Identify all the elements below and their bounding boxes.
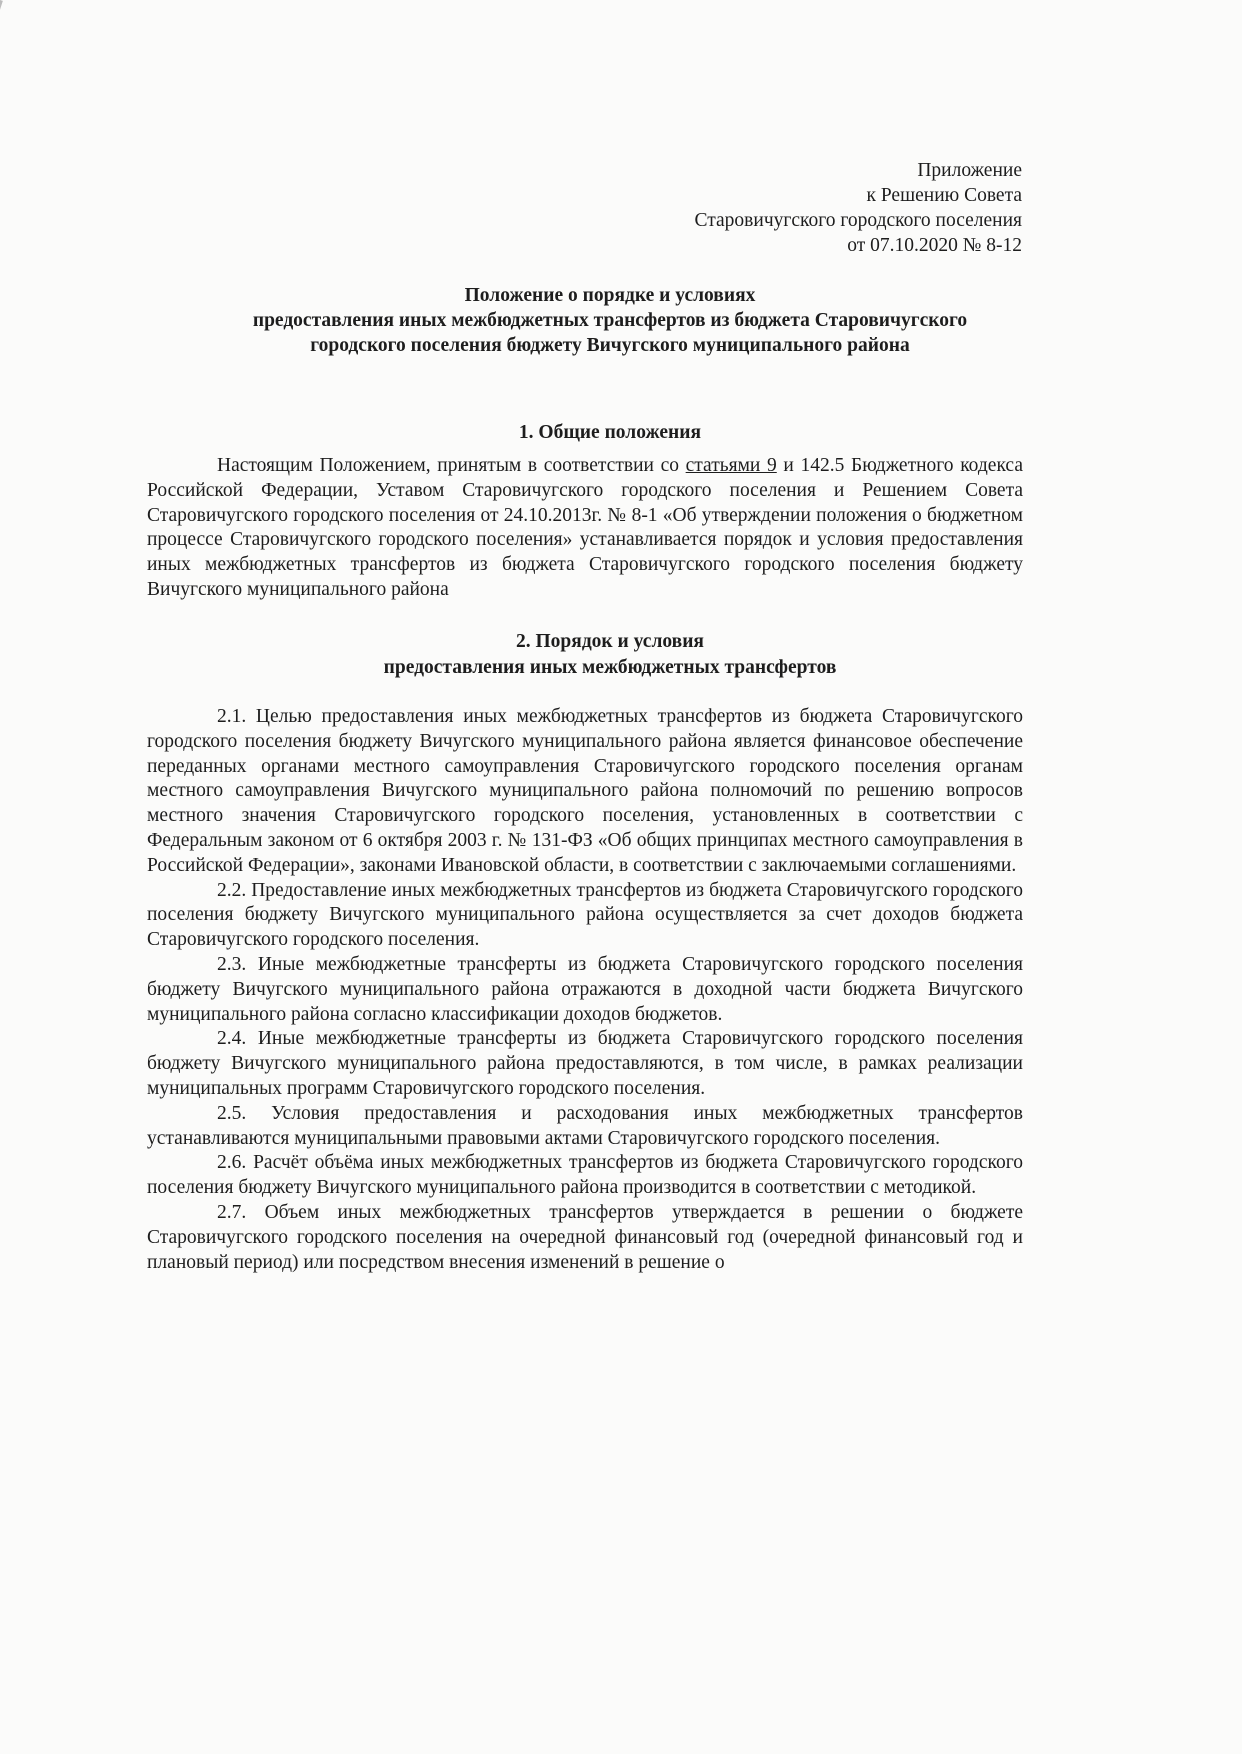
section-2-heading xyxy=(140,629,1080,680)
paragraph-text: и 142.5 Бюджетного кодекса Российской Федерации, Уставом Старовичугского городского поселения и Решением Совета Старовичугского городского поселения от 24.10.2013г. № 8-1 «Об утверждении положения о бюджетном процессе Старовичугского городского поселения» устанавливается порядок и условия предоставления иных межбюджетных трансфертов из бюджета Старовичугского городского поселения бюджету Вичугского муниципального района xyxy=(147,455,1023,600)
section-1-body xyxy=(147,454,1023,603)
section-2-body xyxy=(147,705,1023,1275)
appendix-line: Старовичугского городского поселения xyxy=(694,210,1022,231)
appendix-line: к Решению Совета xyxy=(866,185,1022,206)
document-title xyxy=(140,283,1080,358)
clause-2-6: 2.6. Расчёт объёма иных межбюджетных трансфертов из бюджета Старовичугского городского поселения бюджету Вичугского муниципального района производится в соответствии с методикой. xyxy=(147,1152,1023,1199)
title-line: городского поселения бюджету Вичугского муниципального района xyxy=(310,335,910,356)
clause-2-5: 2.5. Условия предоставления и расходования иных межбюджетных трансфертов устанавливаются муниципальными правовыми актами Старовичугского городского поселения. xyxy=(147,1102,1023,1149)
appendix-block xyxy=(695,158,1022,258)
clause-2-7: 2.7. Объем иных межбюджетных трансфертов утверждается в решении о бюджете Старовичугского городского поселения на очередной финансовый год (очередной финансовый год и плановый период) или посредством внесения изменений в решение о xyxy=(147,1201,1023,1273)
clause-2-3: 2.3. Иные межбюджетные трансферты из бюджета Старовичугского городского поселения бюджету Вичугского муниципального района отражаются в доходной части бюджета Вичугского муниципального района согласно классификации доходов бюджетов. xyxy=(147,953,1023,1025)
clause-2-1: 2.1. Целью предоставления иных межбюджетных трансфертов из бюджета Старовичугского городского поселения бюджету Вичугского муниципального района является финансовое обеспечение переданных органами местного самоуправления Старовичугского городского поселения органам местного самоуправления Вичугского муниципального района полномочий по решению вопросов местного значения Старовичугского городского поселения, установленных в соответствии с Федеральным законом от 6 октября 2003 г. № 131-ФЗ «Об общих принципах местного самоуправления в Российской Федерации», законами Ивановской области, в соответствии с заключаемыми соглашениями. xyxy=(147,706,1023,876)
appendix-line: от 07.10.2020 № 8-12 xyxy=(847,235,1022,256)
scan-edge-mark xyxy=(0,0,3,144)
appendix-line: Приложение xyxy=(917,160,1022,181)
clause-2-4: 2.4. Иные межбюджетные трансферты из бюджета Старовичугского городского поселения бюджету Вичугского муниципального района предоставляются, в том числе, в рамках реализации муниципальных программ Старовичугского городского поселения. xyxy=(147,1028,1023,1099)
heading-line: предоставления иных межбюджетных трансфертов xyxy=(383,656,837,678)
title-line: Положение о порядке и условиях xyxy=(464,285,756,306)
title-line: предоставления иных межбюджетных трансфертов из бюджета Старовичугского xyxy=(252,310,968,331)
section-1-heading: 1. Общие положения xyxy=(518,422,702,443)
statute-link[interactable]: статьями 9 xyxy=(685,455,777,476)
heading-line: 2. Порядок и условия xyxy=(516,631,704,652)
clause-2-2: 2.2. Предоставление иных межбюджетных трансфертов из бюджета Старовичугского городского поселения бюджету Вичугского муниципального района осуществляется за счет доходов бюджета Старовичугского городского поселения. xyxy=(147,879,1023,951)
paragraph-text: Настоящим Положением, принятым в соответствии со xyxy=(217,455,686,476)
section-1-paragraph xyxy=(147,454,1023,603)
